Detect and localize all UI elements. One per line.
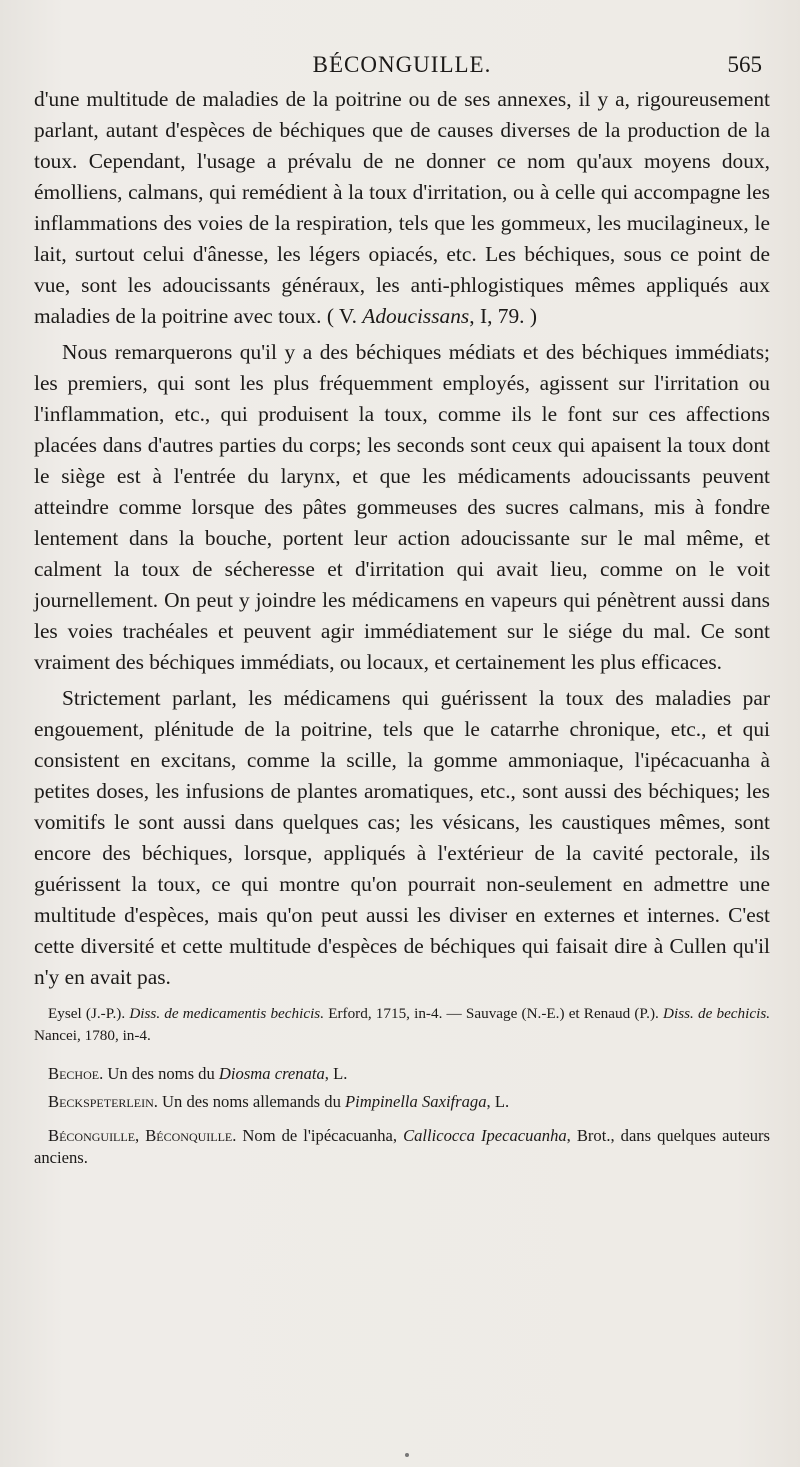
references-section (34, 1003, 770, 1169)
entry-tail: , Brot., dans quelques auteurs anciens. (34, 1126, 770, 1167)
bibliography-entry (34, 1003, 770, 1047)
paragraph-continued (34, 84, 770, 332)
dictionary-entry (34, 1091, 770, 1113)
reference-publication: Erford, 1715, in-4. — (328, 1005, 462, 1022)
cross-reference-title: Adoucissans (362, 304, 470, 328)
entry-headword: Bechoe. (48, 1064, 104, 1083)
entry-text: Un des noms allemands du (157, 1092, 346, 1111)
entry-tail: , L. (486, 1092, 510, 1111)
reference-publication: Nancei, 1780, in-4. (34, 1027, 151, 1044)
entry-text: Nom de l'ipécacuanha, (236, 1126, 404, 1145)
paragraph-text: d'une multitude de maladies de la poitrine ou de ses annexes, il y a, rigoureusement parlant, autant d'espèces de béchiques que de causes diverses de la production de la toux. Cependant, l'usage a prévalu de ne donner ce nom qu'aux moyens doux, émolliens, calmans, qui remédient à la toux d'irritation, ou à celle qui accompagne les inflammations des voies de la respiration, tels que les gommeux, les mucilagineux, le lait, surtout celui d'ânesse, les légers opiacés, etc. Les béchiques, sous ce point de vue, sont les adoucissants généraux, les anti-phlogistiques mêmes appliqués aux maladies de la poitrine avec toux. ( V. (34, 87, 770, 328)
entry-species-name: Callicocca Ipecacuanha (403, 1126, 567, 1145)
entry-headword: Béconguille, Béconquille. (48, 1126, 237, 1145)
cross-reference-locator: , I, 79. ) (469, 304, 537, 328)
paragraph-text: Strictement parlant, les médicamens qui guérissent la toux des maladies par engouement, plénitude de la poitrine, tels que le catarrhe chronique, etc., et qui consistent en excitans, comme la scille, la gomme ammoniaque, l'ipécacuanha à petites doses, les infusions de plantes aromatiques, etc., sont aussi des béchiques; les vomitifs le sont aussi dans quelques cas; les vésicans, les caustiques mêmes, sont encore des béchiques, lorsque, appliqués à l'extérieur de la cavité pectorale, ils guérissent la toux, ce qui montre qu'on pourrait non-seulement en admettre une multitude d'espèces, mais qu'on peut aussi les diviser en externes et internes. C'est cette diversité et cette multitude d'espèces de béchiques qui faisait dire à Cullen qu'il n'y en avait pas. (34, 686, 770, 989)
page-blemish (405, 1453, 409, 1457)
paragraph (34, 683, 770, 993)
running-title: BÉCONGUILLE. (312, 52, 492, 77)
dictionary-entry (34, 1063, 770, 1085)
entry-species-name: Pimpinella Saxifraga (345, 1092, 487, 1111)
paragraph (34, 337, 770, 678)
entry-text: Un des noms du (103, 1064, 219, 1083)
body-text (34, 84, 770, 993)
dictionary-entry (34, 1125, 770, 1169)
entry-tail: , L. (324, 1064, 348, 1083)
page-number: 565 (727, 52, 762, 77)
running-header (34, 44, 770, 84)
paragraph-text: Nous remarquerons qu'il y a des béchiques médiats et des béchiques immédiats; les premiers, qui sont les plus fréquemment employés, agissent sur l'irritation ou l'inflammation, etc., qui produisent la toux, comme ils le font sur ces affections placées dans d'autres parties du corps; les seconds sont ceux qui apaisent la toux dont le siège est à l'entrée du larynx, et que les médicaments adoucissants peuvent atteindre comme lorsque des pâtes gommeuses des sucres calmans, mis à fondre lentement dans la bouche, portent leur action adoucissante sur le mal même, et calment la toux de sécheresse et d'irritation qui avait lieu, comme on le voit journellement. On peut y joindre les médicamens en vapeurs qui pénètrent aussi dans les voies trachéales et peuvent agir immédiatement sur le siége du mal. Ce sont vraiment des béchiques immédiats, ou locaux, et certainement les plus efficaces. (34, 340, 770, 674)
reference-author: Sauvage (N.-E.) et Renaud (P.). (465, 1005, 659, 1022)
reference-title: Diss. de bechicis. (663, 1005, 771, 1022)
entry-species-name: Diosma crenata (218, 1064, 325, 1083)
reference-author: Eysel (J.-P.). (48, 1005, 126, 1022)
entry-headword: Beckspeterlein. (48, 1092, 158, 1111)
reference-title: Diss. de medicamentis bechicis. (129, 1005, 325, 1022)
